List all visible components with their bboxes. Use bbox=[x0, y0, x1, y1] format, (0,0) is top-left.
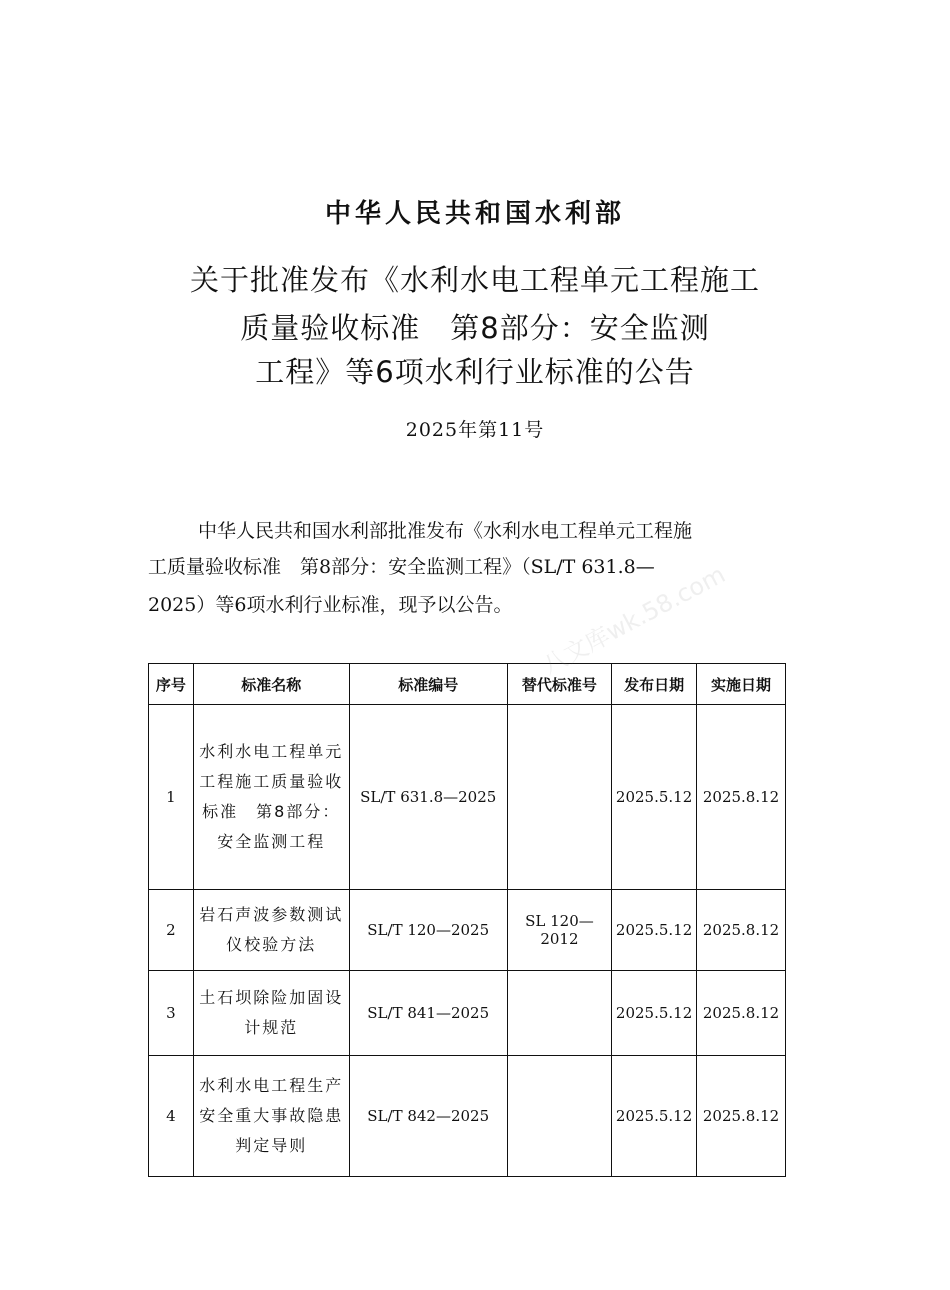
row-standard-code: SL/T 120—2025 bbox=[349, 890, 507, 971]
issuer-heading: 中华人民共和国水利部 bbox=[324, 199, 625, 229]
table-row bbox=[149, 705, 786, 890]
document-number: 2025年第11号 bbox=[405, 419, 545, 441]
row-standard-name: 水利水电工程生产安全重大事故隐患判定导则 bbox=[193, 1056, 349, 1177]
row-effective-date: 2025.8.12 bbox=[697, 1056, 786, 1177]
table-header-row bbox=[149, 664, 786, 705]
row-standard-name: 土石坝除险加固设计规范 bbox=[193, 971, 349, 1056]
header-standard-name: 标准名称 bbox=[193, 664, 349, 705]
row-publish-date: 2025.5.12 bbox=[612, 1056, 697, 1177]
row-replaced-standard bbox=[507, 1056, 611, 1177]
body-paragraph-line-2: 工质量验收标准 第8部分：安全监测工程》（SL/T 631.8— bbox=[148, 556, 655, 578]
row-serial-number: 2 bbox=[149, 890, 194, 971]
row-standard-code: SL/T 841—2025 bbox=[349, 971, 507, 1056]
row-effective-date: 2025.8.12 bbox=[697, 890, 786, 971]
table-row bbox=[149, 1056, 786, 1177]
row-effective-date: 2025.8.12 bbox=[697, 971, 786, 1056]
row-publish-date: 2025.5.12 bbox=[612, 705, 697, 890]
standards-table bbox=[148, 663, 786, 1177]
row-replaced-standard: SL 120—2012 bbox=[507, 890, 611, 971]
row-standard-name: 水利水电工程单元工程施工质量验收标准 第8部分：安全监测工程 bbox=[193, 705, 349, 890]
row-standard-code: SL/T 631.8—2025 bbox=[349, 705, 507, 890]
row-serial-number: 3 bbox=[149, 971, 194, 1056]
row-effective-date: 2025.8.12 bbox=[697, 705, 786, 890]
body-paragraph-line-1: 中华人民共和国水利部批准发布《水利水电工程单元工程施 bbox=[198, 520, 693, 542]
row-standard-code: SL/T 842—2025 bbox=[349, 1056, 507, 1177]
announcement-title-line-2: 质量验收标准 第8部分：安全监测 bbox=[240, 311, 710, 345]
header-serial-number: 序号 bbox=[149, 664, 194, 705]
row-serial-number: 1 bbox=[149, 705, 194, 890]
row-replaced-standard bbox=[507, 705, 611, 890]
watermark: 八文库wk.58.com bbox=[537, 560, 730, 681]
announcement-title-line-1: 关于批准发布《水利水电工程单元工程施工 bbox=[189, 263, 760, 297]
header-publish-date: 发布日期 bbox=[612, 664, 697, 705]
announcement-title-line-3: 工程》等6项水利行业标准的公告 bbox=[255, 355, 695, 389]
table-row bbox=[149, 890, 786, 971]
row-serial-number: 4 bbox=[149, 1056, 194, 1177]
header-standard-code: 标准编号 bbox=[349, 664, 507, 705]
row-publish-date: 2025.5.12 bbox=[612, 971, 697, 1056]
row-standard-name: 岩石声波参数测试仪校验方法 bbox=[193, 890, 349, 971]
table-row bbox=[149, 971, 786, 1056]
header-effective-date: 实施日期 bbox=[697, 664, 786, 705]
row-publish-date: 2025.5.12 bbox=[612, 890, 697, 971]
row-replaced-standard bbox=[507, 971, 611, 1056]
body-paragraph-line-3: 2025）等6项水利行业标准，现予以公告。 bbox=[148, 594, 513, 616]
header-replaced-standard: 替代标准号 bbox=[507, 664, 611, 705]
